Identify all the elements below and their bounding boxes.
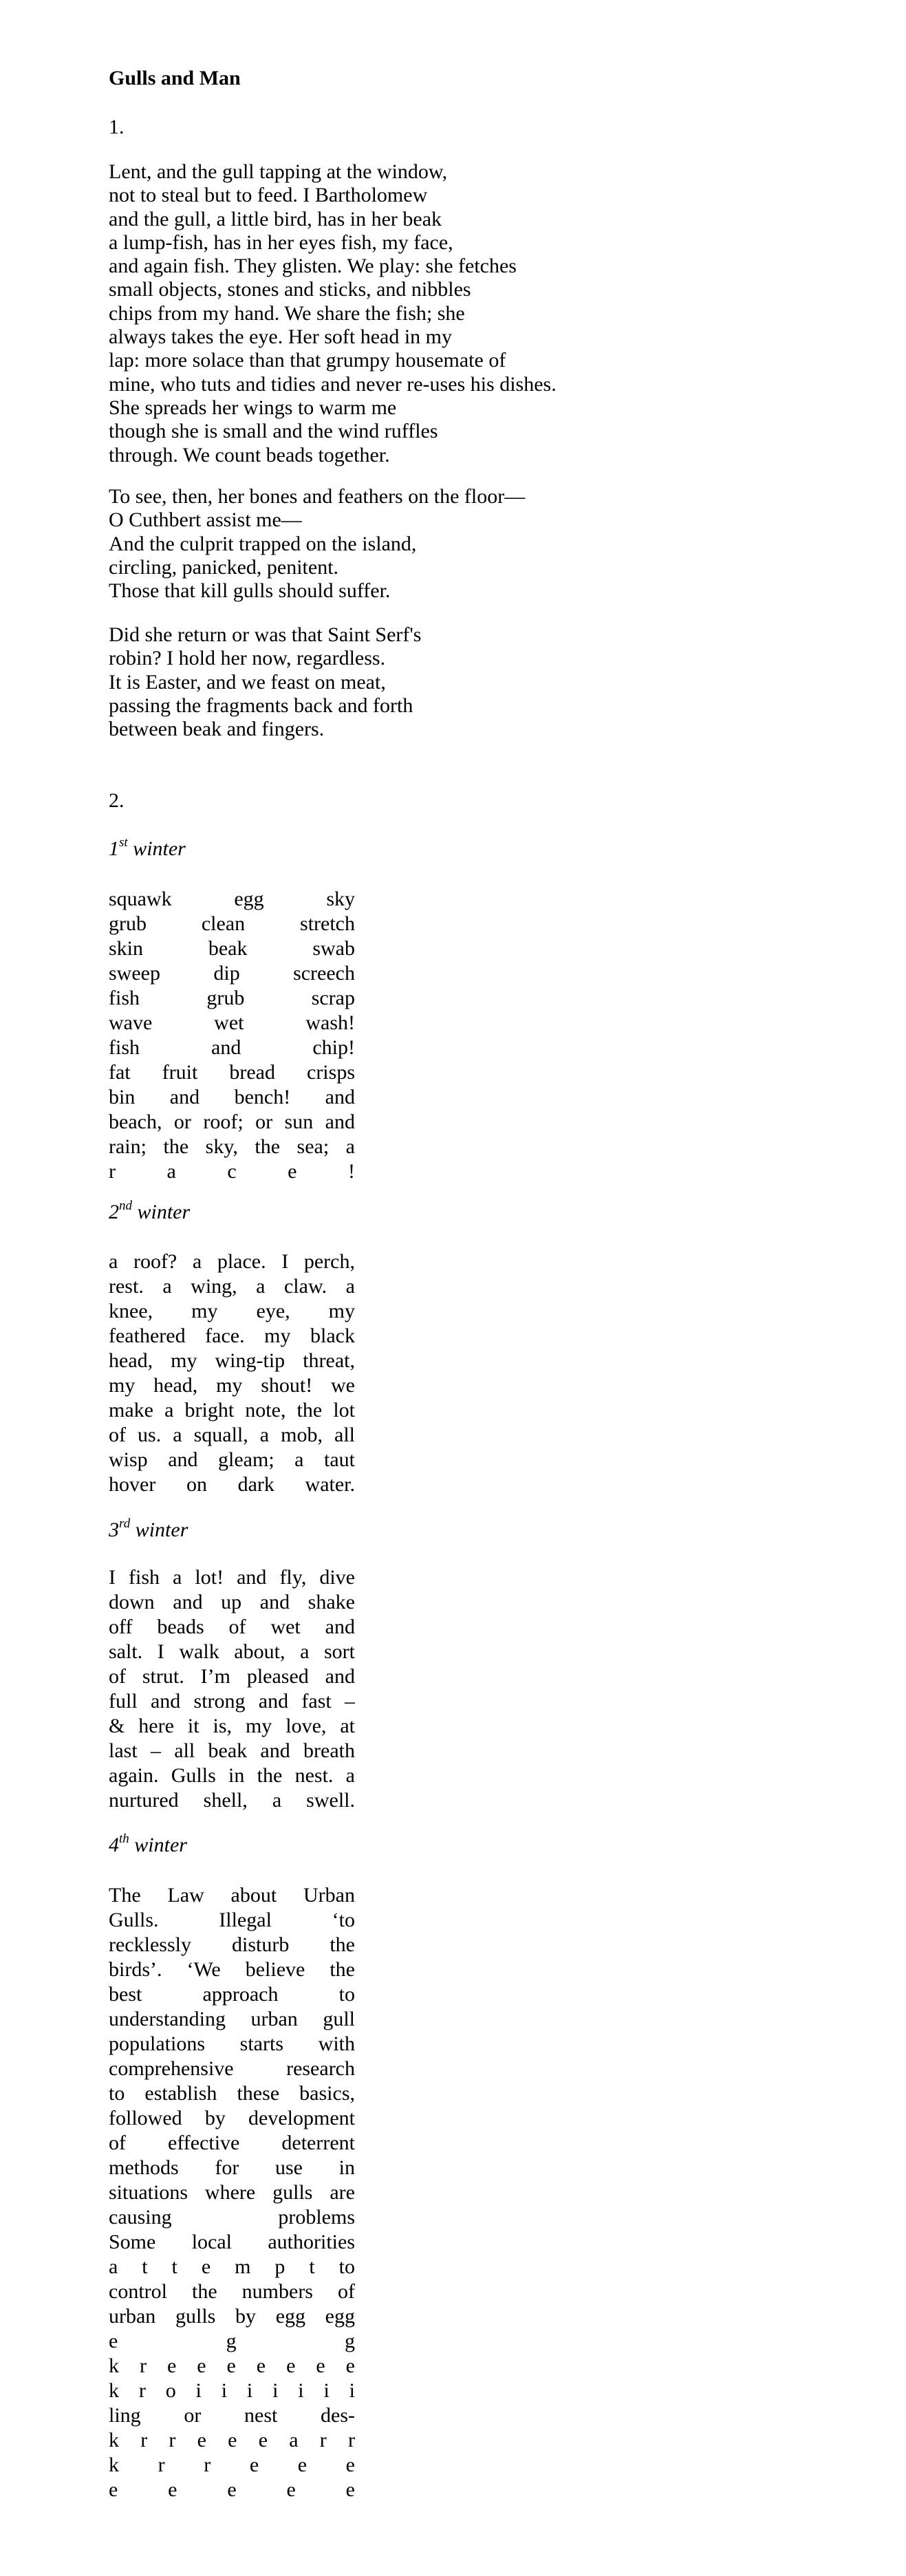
winter-line: again. Gulls in the nest. a [109, 1764, 355, 1787]
winter-line: wisp and gleam; a taut [109, 1448, 355, 1471]
winter-line: make a bright note, the lot [109, 1399, 355, 1421]
section-number-1: 1. [109, 116, 125, 138]
poem-line: passing the fragments back and forth [109, 694, 413, 717]
winter-line: feathered face. my black [109, 1324, 355, 1347]
poem-line: always takes the eye. Her soft head in my [109, 325, 452, 349]
winter-ordinal: 3 [109, 1518, 119, 1541]
winter-line: situations where gulls are [109, 2181, 355, 2204]
winter-line: e g g [109, 2330, 355, 2352]
winter-line: & here it is, my love, at [109, 1715, 355, 1737]
poem-line: O Cuthbert assist me— [109, 508, 302, 532]
poem-line: a lump-fish, has in her eyes fish, my face, [109, 230, 453, 254]
winter-line: e e e e e [109, 2478, 355, 2501]
winter-line: The Law about Urban [109, 1884, 355, 1907]
winter-line: fish and chip! [109, 1036, 355, 1059]
winter-line: of us. a squall, a mob, all [109, 1424, 355, 1446]
poem-line: Those that kill gulls should suffer. [109, 579, 391, 603]
winter-line: to establish these basics, [109, 2082, 355, 2105]
poem-title: Gulls and Man [109, 67, 241, 89]
winter-heading-2 [109, 1199, 190, 1226]
winter-line: r a c e ! [109, 1160, 355, 1183]
winter-block-4 [109, 1883, 355, 2502]
winter-line: hover on dark water. [109, 1473, 355, 1496]
poem-line: between beak and fingers. [109, 718, 325, 741]
winter-line: recklessly disturb the [109, 1933, 355, 1956]
winter-line: k r r e e e a r r [109, 2429, 355, 2451]
poem-line: She spreads her wings to warm me [109, 396, 397, 419]
poem-line: not to steal but to feed. I Bartholomew [109, 184, 428, 207]
stanza-2 [109, 485, 525, 603]
winter-line: followed by development [109, 2107, 355, 2129]
winter-line: beach, or roof; or sun and [109, 1110, 355, 1133]
winter-line: rest. a wing, a claw. a [109, 1275, 355, 1298]
winter-line: comprehensive research [109, 2057, 355, 2080]
poem-line: circling, panicked, penitent. [109, 555, 339, 579]
winter-line: squawk egg sky [109, 888, 355, 910]
winter-line: Gulls. Illegal ‘to [109, 1909, 355, 1931]
winter-line: I fish a lot! and fly, dive [109, 1566, 355, 1589]
winter-line: salt. I walk about, a sort [109, 1640, 355, 1663]
winter-ordinal: 1 [109, 837, 119, 860]
winter-ordinal-suffix: nd [119, 1199, 132, 1213]
winter-label: winter [130, 1518, 188, 1541]
winter-line: fish grub scrap [109, 987, 355, 1009]
winter-line: head, my wing-tip threat, [109, 1349, 355, 1372]
winter-line: populations starts with [109, 2032, 355, 2055]
winter-ordinal: 4 [109, 1834, 119, 1856]
winter-line: Some local authorities [109, 2231, 355, 2253]
winter-line: birds’. ‘We believe the [109, 1958, 355, 1981]
winter-line: my head, my shout! we [109, 1374, 355, 1397]
winter-line: a roof? a place. I perch, [109, 1250, 355, 1273]
winter-line: nurtured shell, a swell. [109, 1789, 355, 1812]
stanza-1 [109, 160, 557, 467]
winter-label: winter [129, 1834, 187, 1856]
winter-ordinal-suffix: th [119, 1832, 129, 1846]
winter-label: winter [127, 837, 186, 860]
poem-line: lap: more solace than that grumpy housemate of [109, 349, 506, 372]
winter-line: methods for use in [109, 2156, 355, 2179]
winter-line: understanding urban gull [109, 2008, 355, 2030]
winter-line: k r o i i i i i i i [109, 2379, 355, 2402]
poem-line: and again fish. They glisten. We play: she fetches [109, 255, 517, 278]
winter-line: of strut. I’m pleased and [109, 1665, 355, 1688]
winter-line: causing problems [109, 2206, 355, 2229]
winter-ordinal-suffix: st [119, 835, 128, 850]
poem-line: and the gull, a little bird, has in her beak [109, 207, 442, 230]
winter-ordinal-suffix: rd [119, 1516, 131, 1531]
winter-line: k r r e e e [109, 2454, 355, 2476]
winter-heading-3 [109, 1516, 188, 1544]
winter-line: off beads of wet and [109, 1616, 355, 1638]
poem-line: It is Easter, and we feast on meat, [109, 670, 386, 694]
winter-line: last – all beak and breath [109, 1739, 355, 1762]
winter-block-2 [109, 1249, 355, 1497]
winter-line: of effective deterrent [109, 2132, 355, 2154]
winter-line: rain; the sky, the sea; a [109, 1135, 355, 1158]
section-number-2: 2. [109, 789, 125, 812]
poem-line: mine, who tuts and tidies and never re-uses his dishes. [109, 372, 557, 396]
poem-line: And the culprit trapped on the island, [109, 532, 417, 555]
poem-line: though she is small and the wind ruffles [109, 420, 438, 443]
poem-line: Lent, and the gull tapping at the window, [109, 160, 448, 183]
winter-line: sweep dip screech [109, 962, 355, 985]
poem-line: Did she return or was that Saint Serf's [109, 623, 422, 646]
winter-line: bin and bench! and [109, 1086, 355, 1108]
poem-line: robin? I hold her now, regardless. [109, 647, 386, 670]
winter-line: k r e e e e e e e [109, 2354, 355, 2377]
winter-block-1 [109, 887, 355, 1184]
winter-heading-1 [109, 835, 186, 863]
winter-line: skin beak swab [109, 937, 355, 960]
winter-line: best approach to [109, 1983, 355, 2006]
winter-block-3 [109, 1565, 355, 1813]
winter-line: ling or nest des- [109, 2404, 355, 2427]
winter-heading-4 [109, 1832, 187, 1859]
poem-line: through. We count beads together. [109, 443, 390, 466]
winter-line: full and strong and fast – [109, 1690, 355, 1713]
winter-line: control the numbers of [109, 2280, 355, 2303]
winter-line: a t t e m p t to [109, 2255, 355, 2278]
stanza-3 [109, 623, 421, 741]
winter-line: grub clean stretch [109, 912, 355, 935]
winter-ordinal: 2 [109, 1201, 119, 1223]
poem-line: chips from my hand. We share the fish; she [109, 301, 465, 325]
winter-label: winter [132, 1201, 191, 1223]
winter-line: down and up and shake [109, 1591, 355, 1613]
winter-line: knee, my eye, my [109, 1300, 355, 1322]
poem-line: To see, then, her bones and feathers on the floor— [109, 485, 526, 508]
winter-line: fat fruit bread crisps [109, 1061, 355, 1084]
winter-line: urban gulls by egg egg [109, 2305, 355, 2328]
poem-line: small objects, stones and sticks, and nibbles [109, 278, 471, 301]
winter-line: wave wet wash! [109, 1011, 355, 1034]
